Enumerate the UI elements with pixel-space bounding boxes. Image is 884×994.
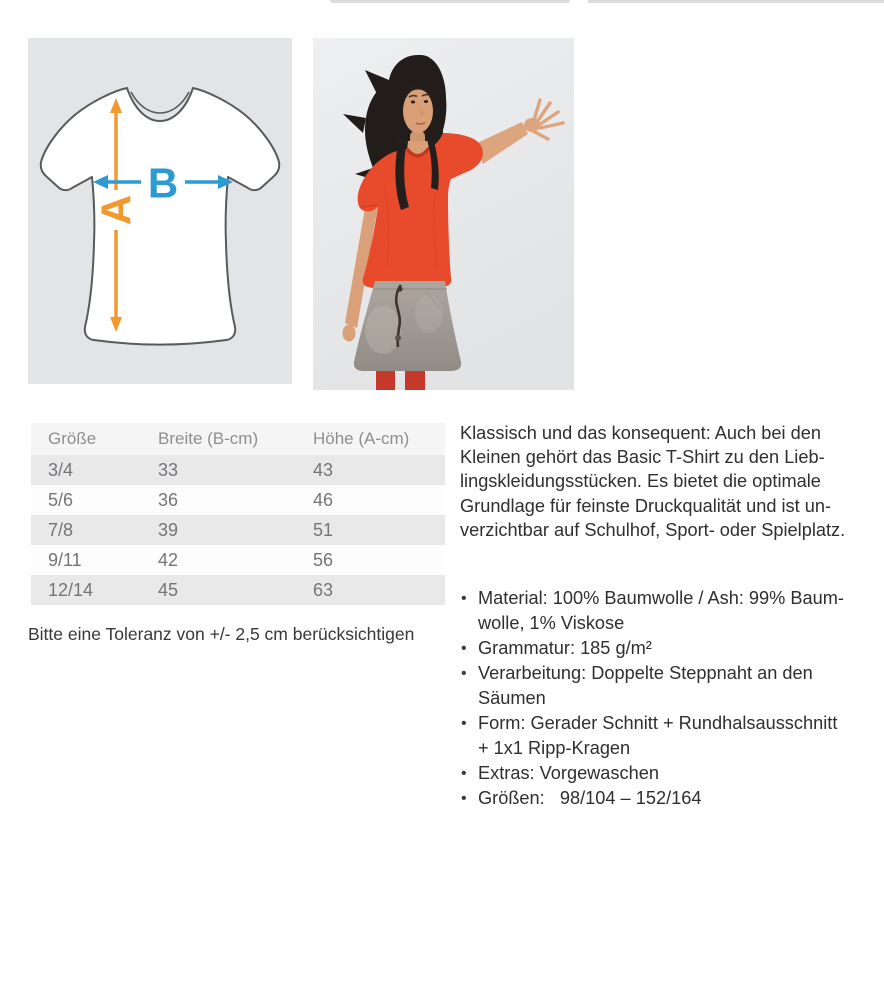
- feature-item-extras: [460, 761, 884, 786]
- description-line: Kleinen gehört das Basic T-Shirt zu den Lieb-: [460, 447, 825, 468]
- feature-list: [460, 586, 884, 811]
- model-photo: [313, 38, 574, 390]
- bullet-icon: •: [461, 790, 467, 807]
- description-line: Klassisch und das konsequent: Auch bei den: [460, 423, 821, 443]
- description-line: lingskleidungsstücken. Es bietet die optimale: [460, 471, 821, 492]
- feature-item-material: [460, 586, 884, 636]
- description-line: Grundlage für feinste Druckqualität und ist un-: [460, 495, 832, 516]
- bullet-icon: •: [461, 590, 467, 607]
- cell-size: 3/4: [48, 460, 74, 480]
- table-row: [31, 545, 445, 575]
- header-cell-height: Höhe (A-cm): [313, 429, 410, 448]
- feature-item-grammatur: [460, 636, 884, 661]
- feature-line: Größen: 98/104 – 152/164: [478, 788, 702, 808]
- top-card-edge-right: [588, 0, 884, 3]
- size-diagram-panel: [28, 38, 292, 384]
- feature-line: Extras: Vorgewaschen: [478, 763, 659, 783]
- feature-line: Form: Gerader Schnitt + Rundhalsausschnitt: [478, 713, 838, 733]
- bullet-icon: •: [461, 765, 467, 782]
- cell-width: 36: [158, 490, 179, 510]
- feature-line: Material: 100% Baumwolle / Ash: 99% Baum-: [478, 588, 844, 608]
- header-cell-width: Breite (B-cm): [158, 429, 259, 448]
- bullet-icon: •: [461, 665, 467, 682]
- feature-line: Säumen: [478, 688, 546, 708]
- table-row: [31, 455, 445, 485]
- bullet-icon: •: [461, 640, 467, 657]
- cell-size: 7/8: [48, 520, 74, 540]
- table-row: [31, 575, 445, 605]
- cell-width: 42: [158, 550, 179, 570]
- tolerance-note: Bitte eine Toleranz von +/- 2,5 cm berücksichtigen: [28, 624, 415, 644]
- table-row: [31, 515, 445, 545]
- cell-height: 56: [313, 550, 334, 570]
- cell-height: 51: [313, 520, 334, 540]
- cell-size: 12/14: [48, 580, 94, 600]
- feature-item-groessen: [460, 786, 884, 811]
- header-cell-size: Größe: [48, 429, 97, 448]
- model-photo-panel: [313, 38, 574, 390]
- cell-width: 33: [158, 460, 179, 480]
- measure-label-a: A: [92, 194, 140, 226]
- size-table: [31, 423, 445, 605]
- feature-item-form: [460, 711, 884, 761]
- measure-label-b: B: [147, 159, 179, 207]
- cell-height: 46: [313, 490, 334, 510]
- table-row: [31, 485, 445, 515]
- feature-line: Grammatur: 185 g/m²: [478, 638, 652, 658]
- cell-height: 43: [313, 460, 334, 480]
- top-card-edge-left: [330, 0, 570, 3]
- size-table-header-row: [31, 423, 445, 455]
- tshirt-measure-diagram: [28, 38, 292, 384]
- cell-width: 45: [158, 580, 179, 600]
- bullet-icon: •: [461, 715, 467, 732]
- feature-item-verarbeitung: [460, 661, 884, 711]
- cell-size: 5/6: [48, 490, 74, 510]
- description-line: verzichtbar auf Schulhof, Sport- oder Spielplatz.: [460, 519, 846, 540]
- feature-line: wolle, 1% Viskose: [478, 613, 625, 633]
- cell-height: 63: [313, 580, 334, 600]
- cell-size: 9/11: [48, 550, 82, 570]
- feature-line: + 1x1 Ripp-Kragen: [478, 738, 631, 758]
- feature-line: Verarbeitung: Doppelte Steppnaht an den: [478, 663, 813, 683]
- cell-width: 39: [158, 520, 179, 540]
- product-description: [460, 421, 884, 542]
